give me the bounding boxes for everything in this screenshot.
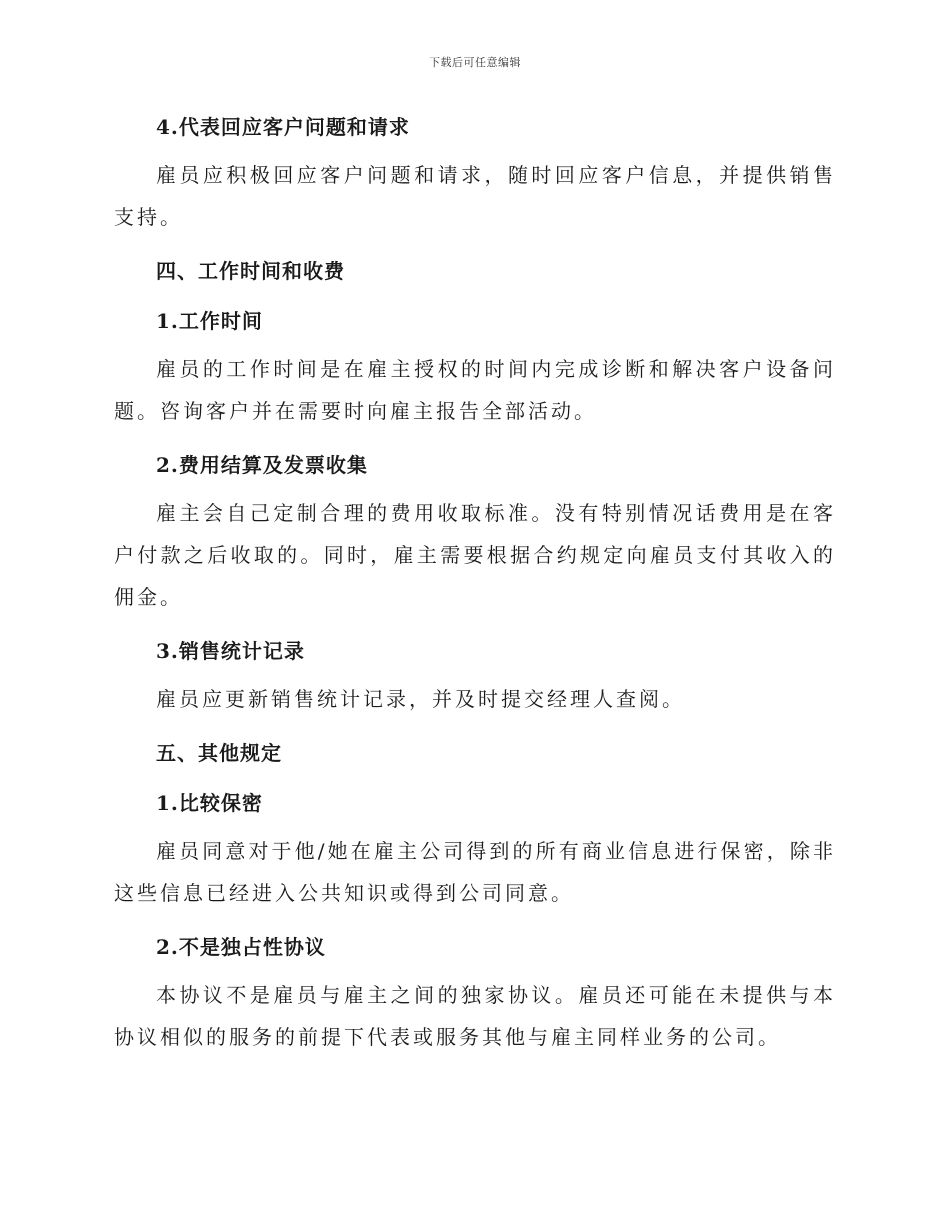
paragraph-confidentiality: 雇员同意对于他/她在雇主公司得到的所有商业信息进行保密，除非这些信息已经进入公共知识或得到公司同意。 [114, 839, 836, 905]
paragraph-respond-customers: 雇员应积极回应客户问题和请求，随时回应客户信息，并提供销售支持。 [114, 163, 836, 229]
document-body [114, 104, 836, 1068]
subheading-confidentiality: 1.比较保密 [156, 791, 263, 815]
paragraph-non-exclusive: 本协议不是雇员与雇主之间的独家协议。雇员还可能在未提供与本协议相似的服务的前提下代表或服务其他与雇主同样业务的公司。 [114, 983, 836, 1049]
subheading-sales-records: 3.销售统计记录 [156, 639, 305, 663]
paragraph-work-time: 雇员的工作时间是在雇主授权的时间内完成诊断和解决客户设备问题。咨询客户并在需要时向雇主报告全部活动。 [114, 357, 836, 423]
paragraph-fee-settlement: 雇主会自己定制合理的费用收取标准。没有特别情况话费用是在客户付款之后收取的。同时，雇主需要根据合约规定向雇员支付其收入的佣金。 [114, 501, 836, 609]
subheading-fee-settlement: 2.费用结算及发票收集 [156, 453, 368, 477]
page-header: 下载后可任意编辑 [429, 56, 521, 69]
section-heading-other-rules: 五、其他规定 [156, 741, 282, 765]
paragraph-sales-records: 雇员应更新销售统计记录，并及时提交经理人查阅。 [156, 687, 685, 711]
subheading-non-exclusive: 2.不是独占性协议 [156, 935, 326, 959]
section-heading-work-time-fees: 四、工作时间和收费 [156, 259, 345, 283]
subheading-work-time: 1.工作时间 [156, 309, 263, 333]
section-heading-represent-respond: 4.代表回应客户问题和请求 [156, 115, 410, 139]
